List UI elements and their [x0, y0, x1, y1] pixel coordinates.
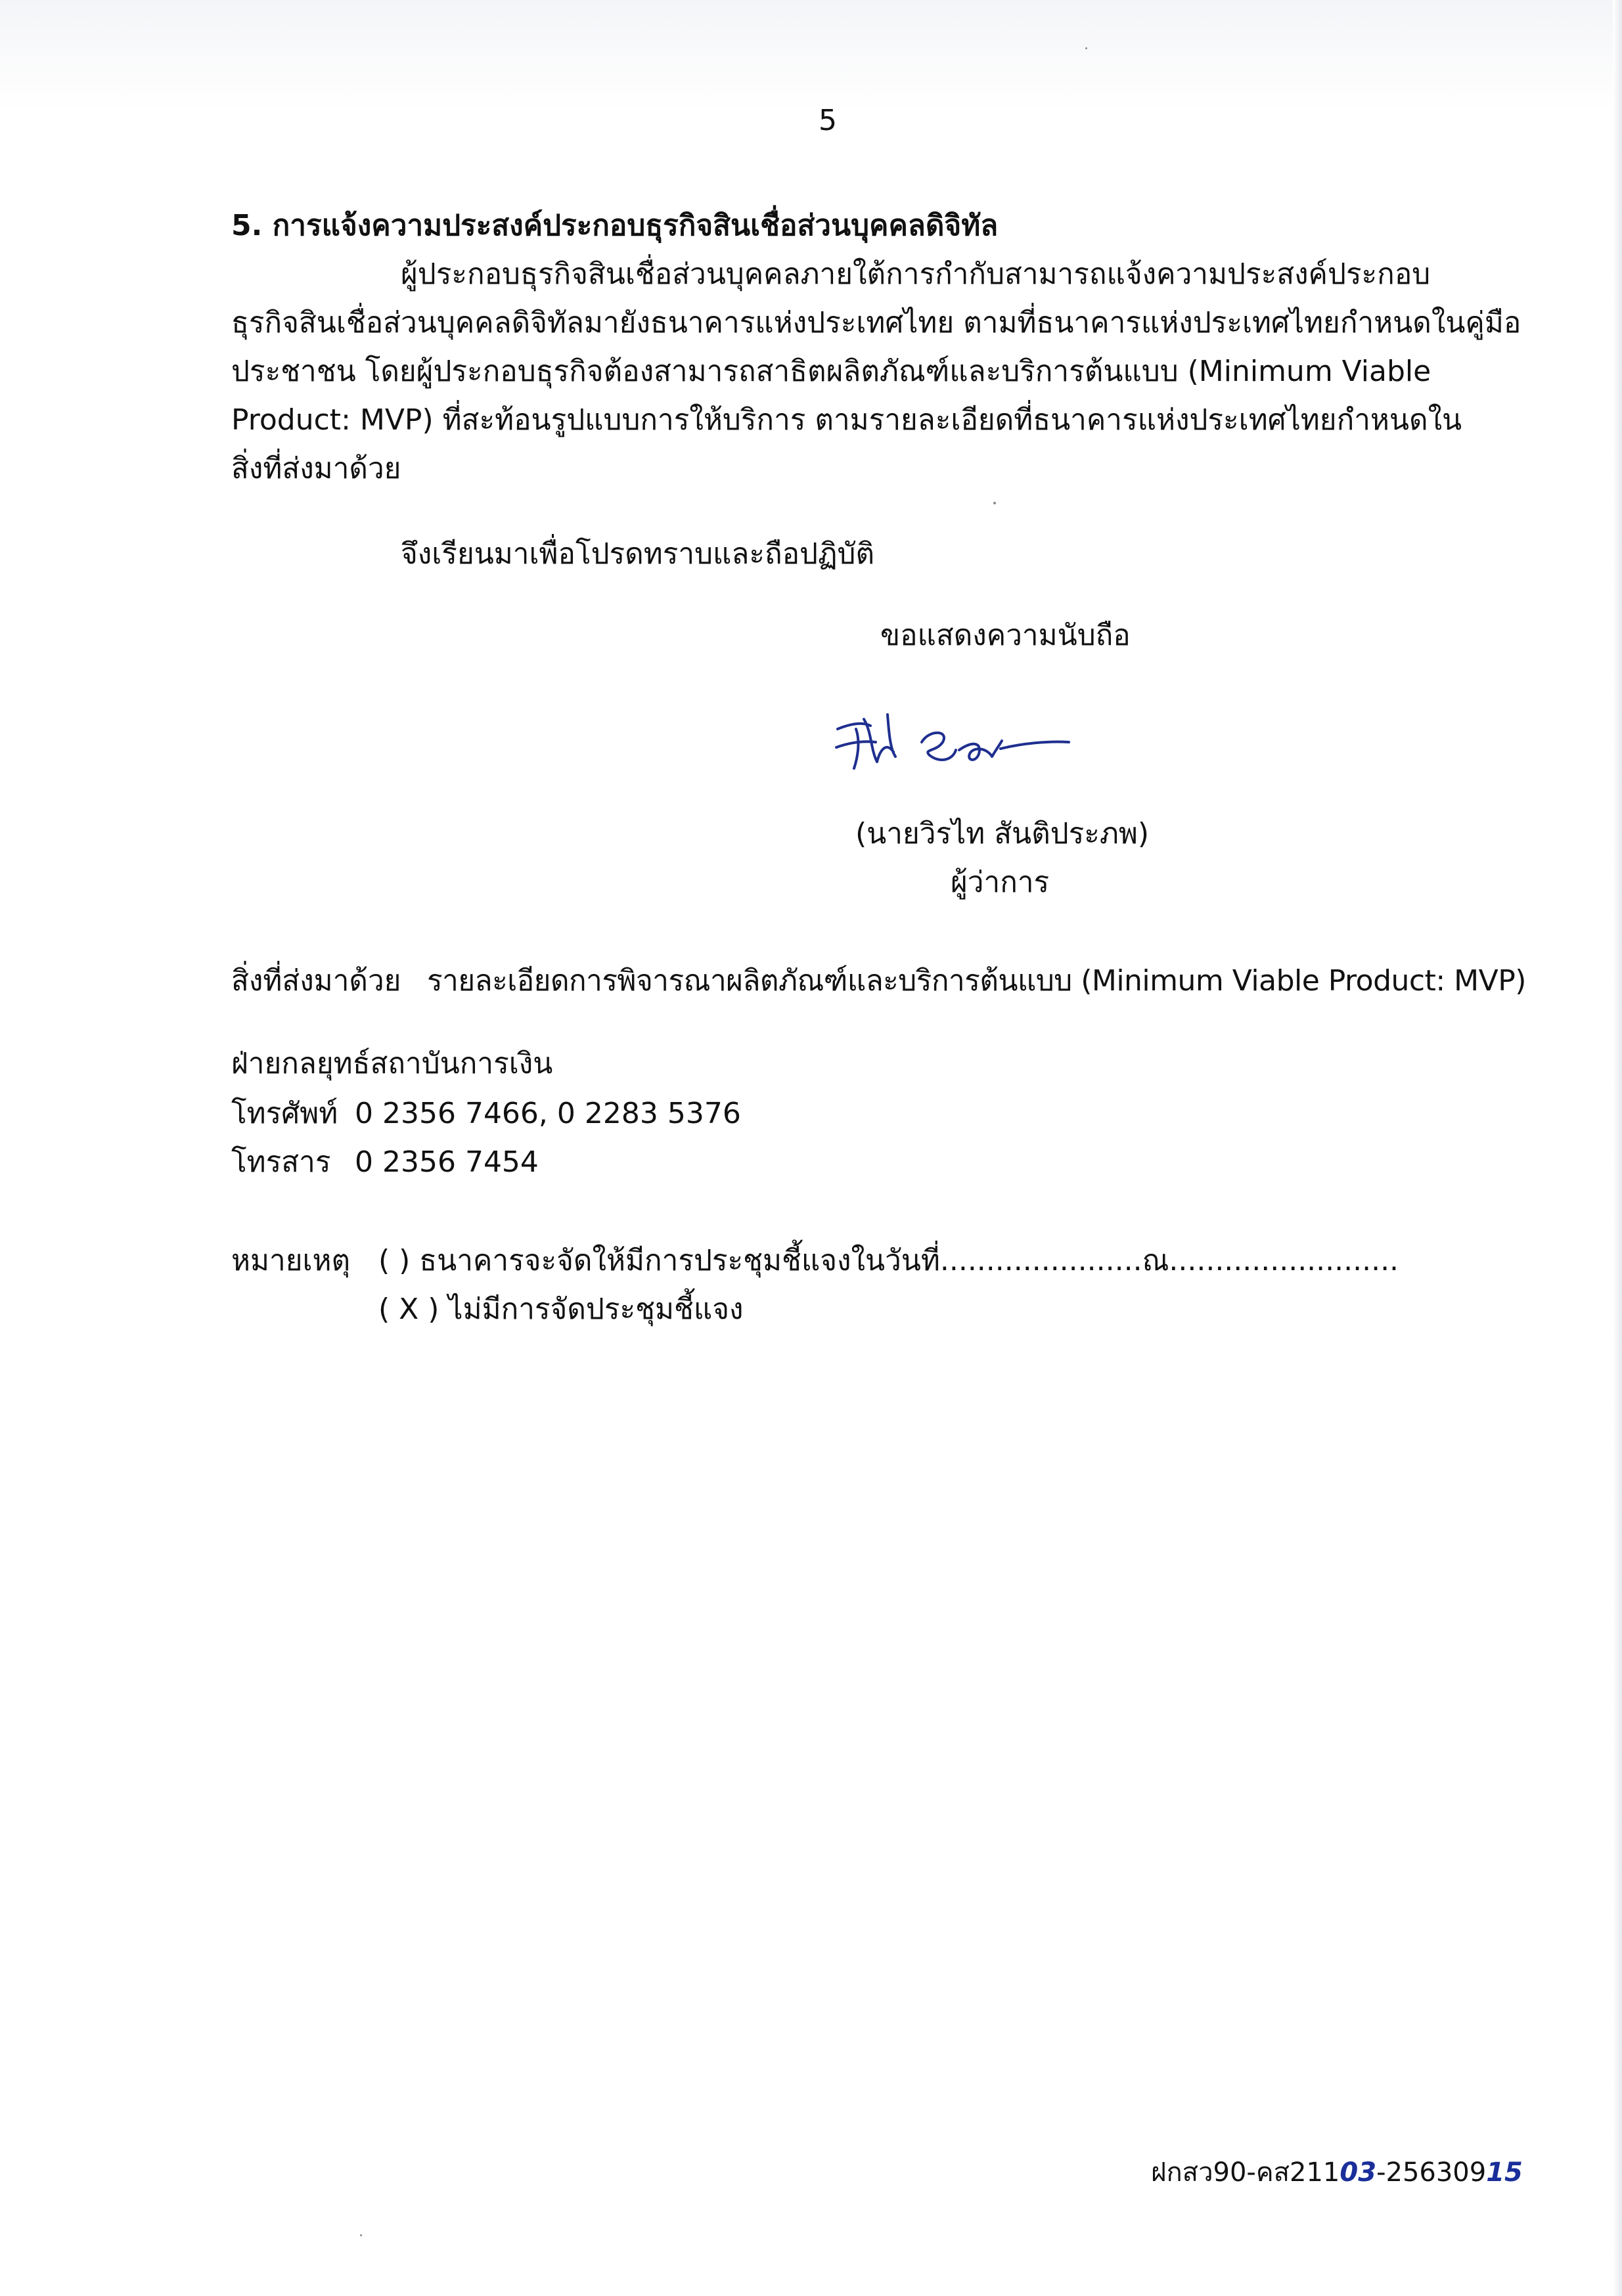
- note-no-meeting-option: ( X ) ไม่มีการจัดประชุมชี้แจง: [378, 1292, 744, 1326]
- signatory-title: ผู้ว่าการ: [951, 866, 1050, 899]
- doc-ref-handwritten-2: 15: [1486, 2157, 1523, 2188]
- enclosure-label: สิ่งที่ส่งมาด้วย: [231, 964, 401, 998]
- doc-ref-prefix: ฝกสว90-คส211: [1151, 2157, 1340, 2188]
- note-label: หมายเหตุ: [231, 1244, 351, 1277]
- fax-value: 0 2356 7454: [355, 1145, 539, 1179]
- section-heading: 5. การแจ้งความประสงค์ประกอบธุรกิจสินเชื่อส่วนบุคคลดิจิทัล: [231, 209, 999, 242]
- paragraph-line-5: สิ่งที่ส่งมาด้วย: [231, 452, 401, 485]
- signatory-name: (นายวิรไท สันติประภพ): [855, 817, 1150, 850]
- department-name: ฝ่ายกลยุทธ์สถาบันการเงิน: [231, 1047, 553, 1080]
- closing-regards: ขอแสดงความนับถือ: [880, 619, 1131, 652]
- doc-ref-mid: -256309: [1376, 2157, 1487, 2188]
- fax-label: โทรสาร: [231, 1145, 331, 1179]
- paragraph-line-4: Product: MVP) ที่สะท้อนรูปแบบการให้บริการ ตามรายละเอียดที่ธนาคารแห่งประเทศไทยกำหนดใน: [231, 403, 1462, 437]
- paragraph-line-2: ธุรกิจสินเชื่อส่วนบุคคลดิจิทัลมายังธนาคารแห่งประเทศไทย ตามที่ธนาคารแห่งประเทศไทยกำหนดในคู่มือ: [231, 306, 1521, 340]
- note-meeting-option: ( ) ธนาคารจะจัดให้มีการประชุมชี้แจงในวันที่......................ณ.........................: [378, 1244, 1399, 1277]
- handwritten-signature: [824, 703, 1087, 788]
- paragraph-line-1: ผู้ประกอบธุรกิจสินเชื่อส่วนบุคคลภายใต้การกำกับสามารถแจ้งความประสงค์ประกอบ: [401, 257, 1431, 291]
- phone-label: โทรศัพท์: [231, 1097, 338, 1130]
- page-number: 5: [819, 104, 837, 137]
- scan-shading-top: [0, 0, 1622, 112]
- doc-ref-handwritten-1: 03: [1340, 2157, 1377, 2188]
- scan-speck: [1085, 47, 1087, 49]
- paragraph-line-3: ประชาชน โดยผู้ประกอบธุรกิจต้องสามารถสาธิตผลิตภัณฑ์และบริการต้นแบบ (Minimum Viable: [231, 355, 1431, 388]
- enclosure-value: รายละเอียดการพิจารณาผลิตภัณฑ์และบริการต้นแบบ (Minimum Viable Product: MVP): [427, 964, 1526, 998]
- scan-shading-right: [1613, 0, 1622, 2296]
- scan-speck: [360, 2234, 362, 2236]
- document-reference: [1151, 2159, 1523, 2186]
- phone-value: 0 2356 7466, 0 2283 5376: [355, 1097, 741, 1130]
- scan-speck: [993, 502, 996, 504]
- closing-request: จึงเรียนมาเพื่อโปรดทราบและถือปฏิบัติ: [401, 537, 875, 571]
